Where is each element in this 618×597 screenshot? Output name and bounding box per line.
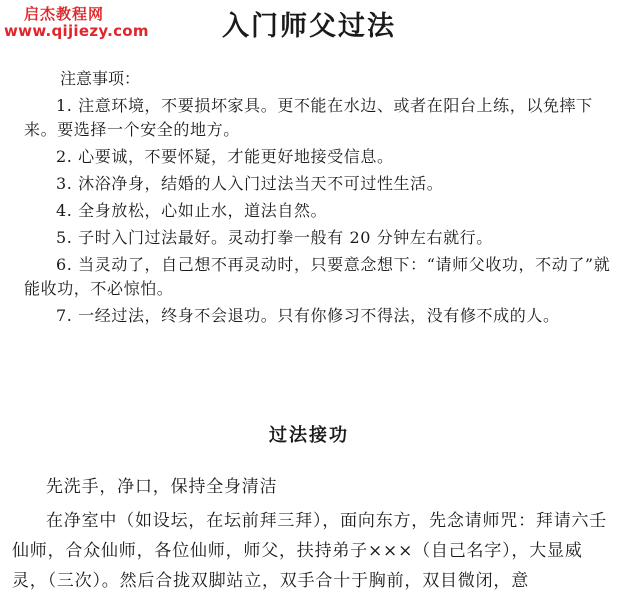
notes-list [24,94,614,331]
notes-heading: 注意事项： [60,69,141,88]
watermark-url: www.qijiezy.com [4,22,149,41]
note-item: 1. 注意环境，不要损坏家具。更不能在水边、或者在阳台上练，以免摔下来。要选择一个安全的地方。 [24,96,593,139]
body-paragraph: 先洗手，净口，保持全身清洁 [46,477,278,497]
note-item: 5. 子时入门过法最好。灵动打拳一般有 20 分钟左右就行。 [56,228,493,247]
watermark-site-name: 启杰教程网 [24,5,105,23]
section-body [12,472,616,596]
note-item: 6. 当灵动了，自己想不再灵动时，只要意念想下：“请师父收功，不动了”就能收功，不必惊怕。 [24,255,611,298]
section-title: 过法接功 [269,425,349,446]
note-item: 4. 全身放松，心如止水，道法自然。 [56,201,328,220]
note-item: 7. 一经过法，终身不会退功。只有你修习不得法，没有修不成的人。 [56,306,560,325]
body-paragraph: 在净室中（如设坛，在坛前拜三拜），面向东方，先念请师咒：拜请六壬仙师，合众仙师，各位仙师，师父，扶持弟子×××（自己名字），大显威灵，（三次）。然后合拢双脚站立，双手合十于胸前，双目微闭，意 [12,511,608,591]
page-title: 入门师父过法 [222,11,396,42]
note-item: 3. 沐浴净身，结婚的人入门过法当天不可过性生活。 [56,174,444,193]
note-item: 2. 心要诚，不要怀疑，才能更好地接受信息。 [56,147,394,166]
